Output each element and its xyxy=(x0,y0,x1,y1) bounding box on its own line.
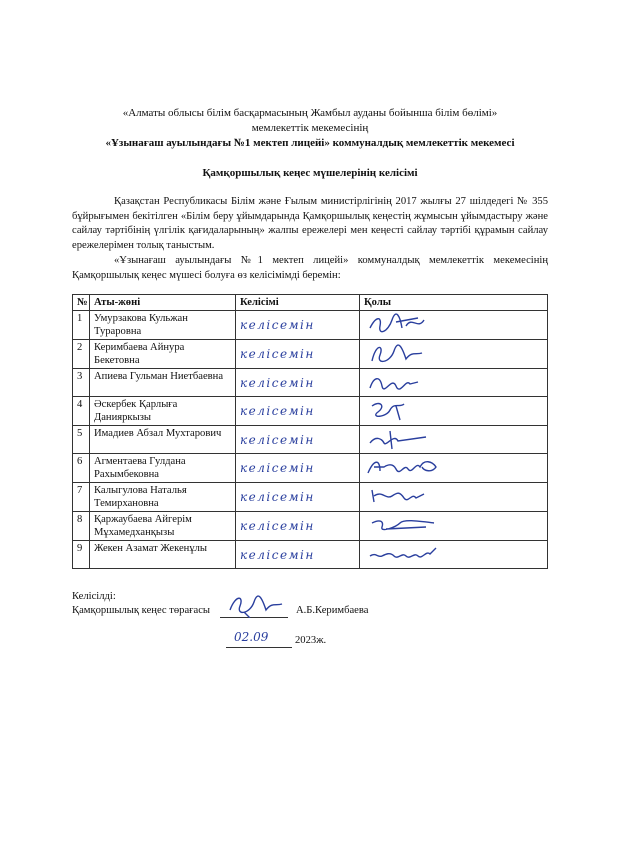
member-name: Калыгулова Наталья Темирхановна xyxy=(90,483,236,512)
paragraph-consent: «Ұзынағаш ауылындағы №1 мектеп лицейі» коммуналдық мемлекеттік мекемесінің Қамқоршылық кеңес мүшесі болуға өз келісімімді беремін: xyxy=(72,255,548,281)
signature-cell xyxy=(360,397,548,426)
consent-cell xyxy=(236,369,360,397)
chair-name: А.Б.Керимбаева xyxy=(296,605,369,616)
row-number: 3 xyxy=(73,369,90,397)
consent-cell xyxy=(236,397,360,426)
agreed-label: Келісілді: xyxy=(72,591,116,602)
date-year: 2023ж. xyxy=(295,635,327,646)
consent-cell xyxy=(236,426,360,454)
handwritten-consent: келісемін xyxy=(240,461,315,475)
signature-cell xyxy=(360,483,548,512)
consent-cell xyxy=(236,340,360,369)
row-number: 9 xyxy=(73,541,90,569)
row-number: 5 xyxy=(73,426,90,454)
signature-cell xyxy=(360,512,548,541)
row-number: 7 xyxy=(73,483,90,512)
consent-cell xyxy=(236,454,360,483)
header-line-1: «Алматы облысы білім басқармасының Жамбыл ауданы бойынша білім бөлімі» xyxy=(122,107,498,119)
signature-cell xyxy=(360,311,548,340)
signature-mark xyxy=(366,513,446,537)
handwritten-consent: келісемін xyxy=(240,376,315,390)
handwritten-consent: келісемін xyxy=(240,404,315,418)
signature-mark xyxy=(366,370,436,394)
row-number: 4 xyxy=(73,397,90,426)
row-number: 2 xyxy=(73,340,90,369)
signature-cell xyxy=(360,454,548,483)
member-name: Апиева Гульман Ниетбаевна xyxy=(90,369,236,397)
member-name: Умурзакова Кульжан Тураровна xyxy=(90,311,236,340)
signature-mark xyxy=(366,484,436,508)
table-row xyxy=(73,483,548,512)
chair-label: Қамқоршылық кеңес төрағасы xyxy=(72,605,211,616)
header-consent: Келісімі xyxy=(236,295,360,311)
signature-cell xyxy=(360,340,548,369)
header-name: Аты-жөні xyxy=(90,295,236,311)
handwritten-consent: келісемін xyxy=(240,548,315,562)
handwritten-consent: келісемін xyxy=(240,433,315,447)
signature-cell xyxy=(360,541,548,569)
table-row xyxy=(73,426,548,454)
handwritten-consent: келісемін xyxy=(240,490,315,504)
signature-cell xyxy=(360,369,548,397)
table-row xyxy=(73,541,548,569)
header-line-3: «Ұзынағаш ауылындағы №1 мектеп лицейі» коммуналдық мемлекеттік мекемесі xyxy=(105,137,515,149)
signature-mark xyxy=(366,427,436,451)
table-row xyxy=(73,311,548,340)
member-name: Агментаева Гулдана Рахымбековна xyxy=(90,454,236,483)
row-number: 8 xyxy=(73,512,90,541)
signature-mark xyxy=(366,455,446,479)
signature-mark xyxy=(366,542,446,566)
member-name: Имадиев Абзал Мухтарович xyxy=(90,426,236,454)
member-name: Жекен Азамат Жекенұлы xyxy=(90,541,236,569)
consent-cell xyxy=(236,311,360,340)
signature-mark xyxy=(366,312,436,336)
row-number: 1 xyxy=(73,311,90,340)
paragraph-regulations: Қазақстан Республикасы Білім және Ғылым министірлігінің 2017 жылғы 27 шілдедегі № 355 бұйрығымен бекітілген «Білім беру ұйымдарында Қамқоршылық кеңестің жұмысын ұйымдастыру және сайлау тәртібінің үлгілік қағидаларының» жалпы ережелері мен кеңесті сайлау тәртібі құрамын сайлау ережелерімен толық таныстым. xyxy=(72,196,548,251)
table-header-row xyxy=(73,295,548,311)
member-name: Әскербек Қарлыға Данияркызы xyxy=(90,397,236,426)
members-table xyxy=(72,294,548,569)
signature-mark xyxy=(366,398,436,422)
chair-signature xyxy=(226,592,286,618)
signature-cell xyxy=(360,426,548,454)
table-row xyxy=(73,397,548,426)
header-signature: Қолы xyxy=(360,295,548,311)
table-row xyxy=(73,369,548,397)
document-title: Қамқоршылық кеңес мүшелерінің келісімі xyxy=(202,167,418,179)
handwritten-consent: келісемін xyxy=(240,347,315,361)
table-row xyxy=(73,454,548,483)
member-name: Керимбаева Айнура Бекетовна xyxy=(90,340,236,369)
consent-cell xyxy=(236,483,360,512)
consent-cell xyxy=(236,541,360,569)
row-number: 6 xyxy=(73,454,90,483)
handwritten-consent: келісемін xyxy=(240,519,315,533)
header-line-2: мемлекеттік мекемесінің xyxy=(251,122,369,134)
handwritten-consent: келісемін xyxy=(240,318,315,332)
member-name: Қаржаубаева Айгерім Мұхамедханқызы xyxy=(90,512,236,541)
signature-mark xyxy=(366,341,436,365)
header-number: № xyxy=(73,295,90,311)
table-row xyxy=(73,512,548,541)
handwritten-date: 02.09 xyxy=(234,630,269,644)
table-row xyxy=(73,340,548,369)
consent-cell xyxy=(236,512,360,541)
